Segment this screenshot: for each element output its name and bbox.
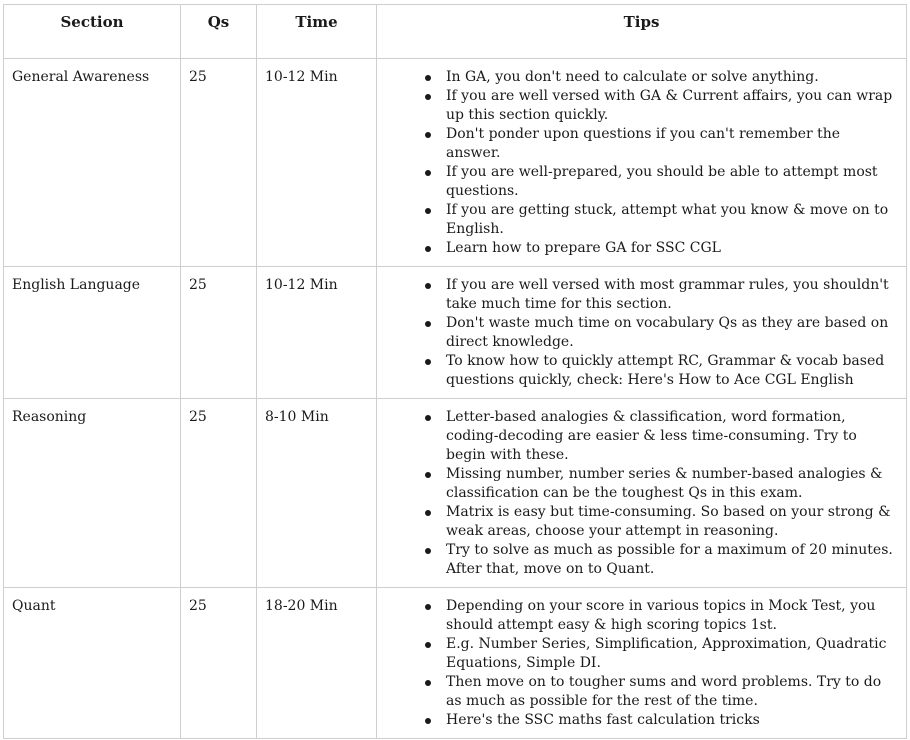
cell-section: English Language [4, 267, 181, 399]
tip-item: Don't ponder upon questions if you can't remember the answer. [425, 125, 898, 163]
cell-section: General Awareness [4, 59, 181, 267]
cell-tips [377, 399, 907, 588]
cell-time: 10-12 Min [257, 59, 377, 267]
cell-time: 10-12 Min [257, 267, 377, 399]
tip-item: To know how to quickly attempt RC, Grammar & vocab based questions quickly, check: Here's How to Ace CGL English [425, 352, 898, 390]
tip-item: Don't waste much time on vocabulary Qs as they are based on direct knowledge. [425, 314, 898, 352]
table-header-row [4, 5, 907, 59]
tip-item: In GA, you don't need to calculate or solve anything. [425, 68, 898, 87]
header-qs: Qs [181, 5, 257, 59]
tip-item: Try to solve as much as possible for a maximum of 20 minutes. After that, move on to Quant. [425, 541, 898, 579]
cell-qs: 25 [181, 59, 257, 267]
cell-section: Reasoning [4, 399, 181, 588]
cell-tips [377, 588, 907, 739]
table-row [4, 588, 907, 739]
cell-qs: 25 [181, 267, 257, 399]
tip-item: Then move on to tougher sums and word problems. Try to do as much as possible for the rest of the time. [425, 673, 898, 711]
tips-list [385, 408, 898, 579]
tip-item: Matrix is easy but time-consuming. So based on your strong & weak areas, choose your attempt in reasoning. [425, 503, 898, 541]
section-tips-table [3, 4, 907, 739]
tip-item: Depending on your score in various topics in Mock Test, you should attempt easy & high scoring topics 1st. [425, 597, 898, 635]
table-row [4, 59, 907, 267]
header-time: Time [257, 5, 377, 59]
cell-qs: 25 [181, 399, 257, 588]
tip-item: Learn how to prepare GA for SSC CGL [425, 239, 898, 258]
cell-section: Quant [4, 588, 181, 739]
tips-list [385, 68, 898, 258]
cell-qs: 25 [181, 588, 257, 739]
tip-item: Letter-based analogies & classification, word formation, coding-decoding are easier & less time-consuming. Try to begin with these. [425, 408, 898, 465]
header-tips: Tips [377, 5, 907, 59]
cell-tips [377, 267, 907, 399]
tip-item: E.g. Number Series, Simplification, Approximation, Quadratic Equations, Simple DI. [425, 635, 898, 673]
tip-item: If you are well-prepared, you should be able to attempt most questions. [425, 163, 898, 201]
table-row [4, 267, 907, 399]
table-row [4, 399, 907, 588]
tip-item: Here's the SSC maths fast calculation tricks [425, 711, 898, 730]
tip-item: If you are well versed with GA & Current affairs, you can wrap up this section quickly. [425, 87, 898, 125]
tips-list [385, 597, 898, 730]
cell-time: 8-10 Min [257, 399, 377, 588]
tips-list [385, 276, 898, 390]
tip-item: Missing number, number series & number-based analogies & classification can be the toughest Qs in this exam. [425, 465, 898, 503]
header-section: Section [4, 5, 181, 59]
tip-item: If you are getting stuck, attempt what you know & move on to English. [425, 201, 898, 239]
cell-time: 18-20 Min [257, 588, 377, 739]
cell-tips [377, 59, 907, 267]
tip-item: If you are well versed with most grammar rules, you shouldn't take much time for this section. [425, 276, 898, 314]
